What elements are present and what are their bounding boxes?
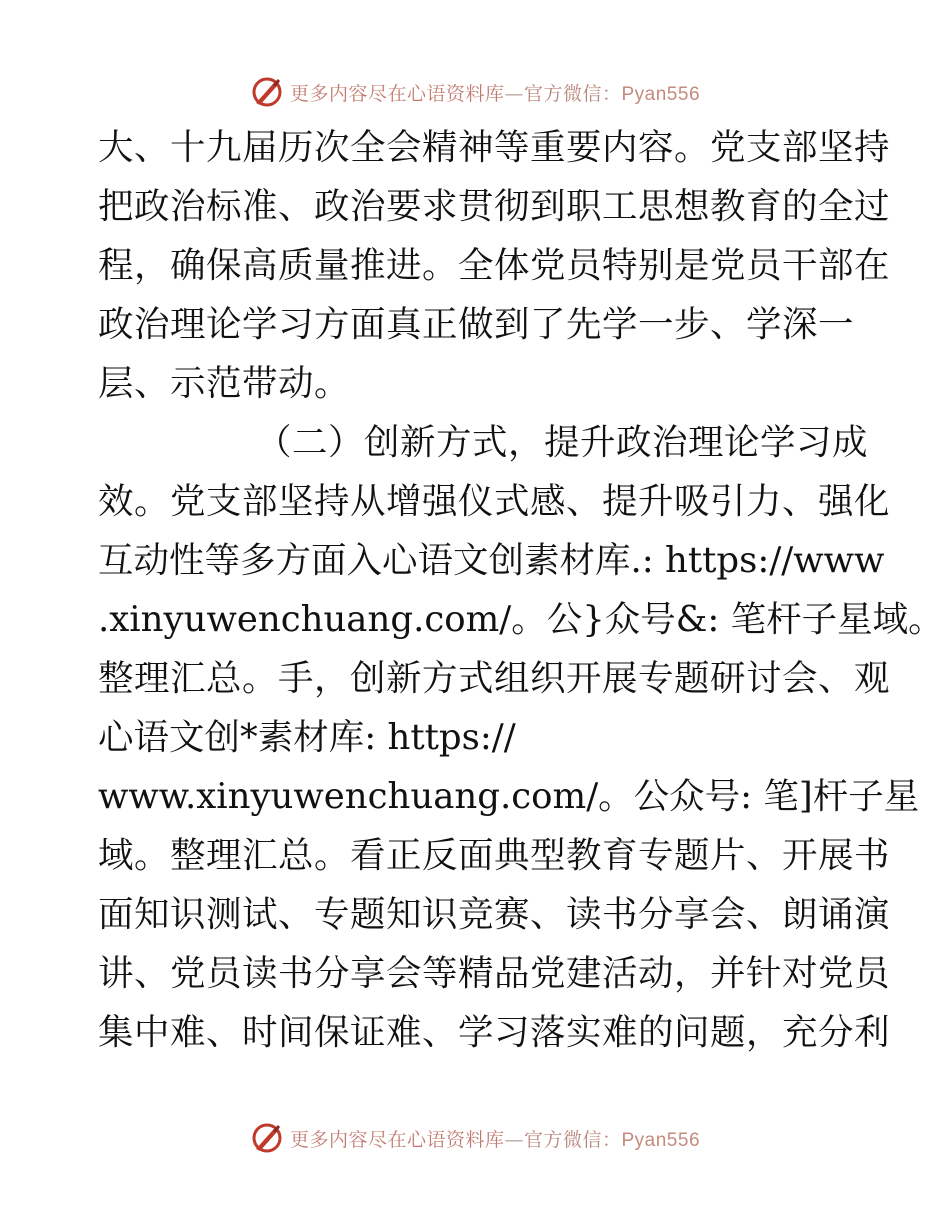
banner-wechat-label: 官方微信： xyxy=(523,1128,622,1151)
banner-separator: — xyxy=(504,82,524,105)
banner-site-text: 更多内容尽在心语资料库 xyxy=(289,1128,505,1151)
banner-site-text: 更多内容尽在心语资料库 xyxy=(289,82,505,105)
body-line: 集中难、时间保证难、学习落实难的问题，充分利 xyxy=(98,1012,891,1053)
body-line: 心语文创*素材库: https:// xyxy=(98,717,516,758)
body-line: 讲、党员读书分享会等精品党建活动，并针对党员 xyxy=(98,953,891,994)
body-line: .xinyuwenchuang.com/。公}众号&: 笔杆子星域。 xyxy=(98,599,944,640)
banner-separator: — xyxy=(504,1128,524,1151)
body-line: 政治理论学习方面真正做到了先学一步、学深一 xyxy=(98,304,855,345)
body-line: 互动性等多方面入心语文创素材库.: https://www xyxy=(98,540,885,581)
body-line: 效。党支部坚持从增强仪式感、提升吸引力、强化 xyxy=(98,481,891,522)
footer-banner xyxy=(0,1118,950,1158)
body-line: 面知识测试、专题知识竞赛、读书分享会、朗诵演 xyxy=(98,894,891,935)
body-line: 整理汇总。手，创新方式组织开展专题研讨会、观 xyxy=(98,658,891,699)
body-line: 程，确保高质量推进。全体党员特别是党员干部在 xyxy=(98,245,891,286)
banner-text xyxy=(290,79,700,106)
header-banner xyxy=(0,72,950,112)
body-line: 域。整理汇总。看正反面典型教育专题片、开展书 xyxy=(98,835,891,876)
banner-wechat-id: Pyan556 xyxy=(621,83,701,105)
banner-text xyxy=(290,1125,700,1152)
section-heading-line: （二）创新方式，提升政治理论学习成 xyxy=(256,422,869,463)
body-line: 大、十九届历次全会精神等重要内容。党支部坚持 xyxy=(98,127,891,168)
pen-circle-icon xyxy=(250,1121,284,1155)
pen-circle-icon xyxy=(250,75,284,109)
banner-wechat-label: 官方微信： xyxy=(523,82,622,105)
document-body xyxy=(98,118,944,1062)
body-line: www.xinyuwenchuang.com/。公众号: 笔]杆子星 xyxy=(98,776,920,817)
body-line: 把政治标准、政治要求贯彻到职工思想教育的全过 xyxy=(98,186,891,227)
banner-wechat-id: Pyan556 xyxy=(621,1129,701,1151)
body-line: 层、示范带动。 xyxy=(98,363,351,404)
